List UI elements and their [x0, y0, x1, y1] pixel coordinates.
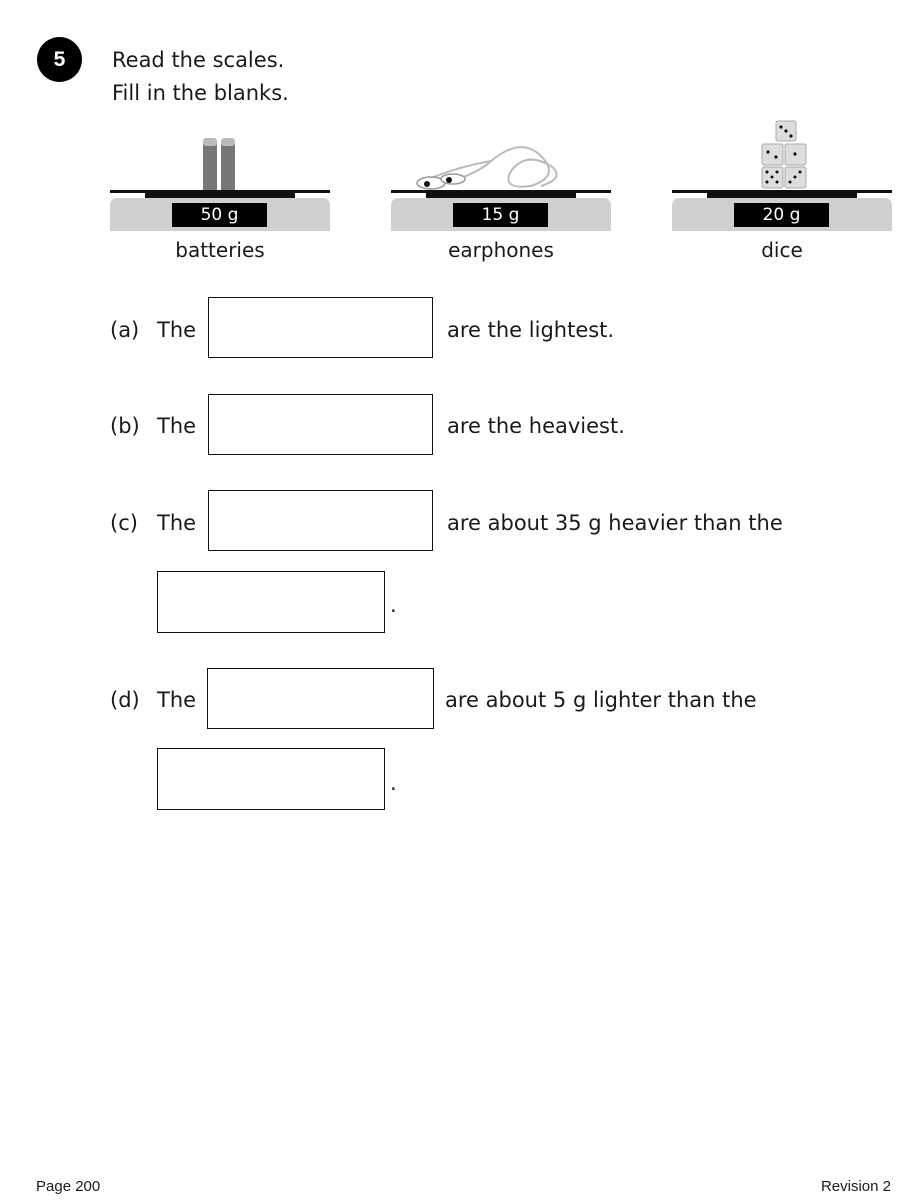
scale-batteries — [110, 116, 330, 236]
scale-readout: 50 g — [172, 203, 267, 227]
answer-box-c2[interactable] — [157, 571, 385, 633]
scale-label-dice: dice — [761, 238, 803, 262]
answer-box-d2[interactable] — [157, 748, 385, 810]
part-b-letter: (b) — [110, 414, 140, 438]
scale-label-batteries: batteries — [175, 238, 265, 262]
part-c-word: The — [157, 511, 197, 535]
answer-box-b[interactable] — [208, 394, 433, 455]
part-d-period: . — [390, 771, 397, 795]
part-d-word: The — [157, 688, 197, 712]
scale-earphones — [391, 116, 611, 236]
part-a-letter: (a) — [110, 318, 140, 342]
answer-box-a[interactable] — [208, 297, 433, 358]
instruction-line-1: Read the scales. — [112, 48, 285, 72]
part-d-text: are about 5 g lighter than the — [445, 688, 757, 712]
scale-readout: 20 g — [734, 203, 829, 227]
instruction-line-2: Fill in the blanks. — [112, 81, 289, 105]
answer-box-c1[interactable] — [208, 490, 433, 551]
scale-readout: 15 g — [453, 203, 548, 227]
part-d-letter: (d) — [110, 688, 140, 712]
page-number: Page 200 — [36, 1178, 101, 1195]
part-c-period: . — [390, 593, 397, 617]
revision-label: Revision 2 — [820, 1178, 891, 1195]
scale-label-earphones: earphones — [448, 238, 554, 262]
scale-dice — [672, 116, 892, 236]
part-c-letter: (c) — [110, 511, 138, 535]
part-b-word: The — [157, 414, 197, 438]
part-a-word: The — [157, 318, 197, 342]
part-b-text: are the heaviest. — [447, 414, 625, 438]
question-number-badge: 5 — [37, 37, 82, 82]
part-a-text: are the lightest. — [447, 318, 615, 342]
answer-box-d1[interactable] — [207, 668, 434, 729]
part-c-text: are about 35 g heavier than the — [447, 511, 783, 535]
